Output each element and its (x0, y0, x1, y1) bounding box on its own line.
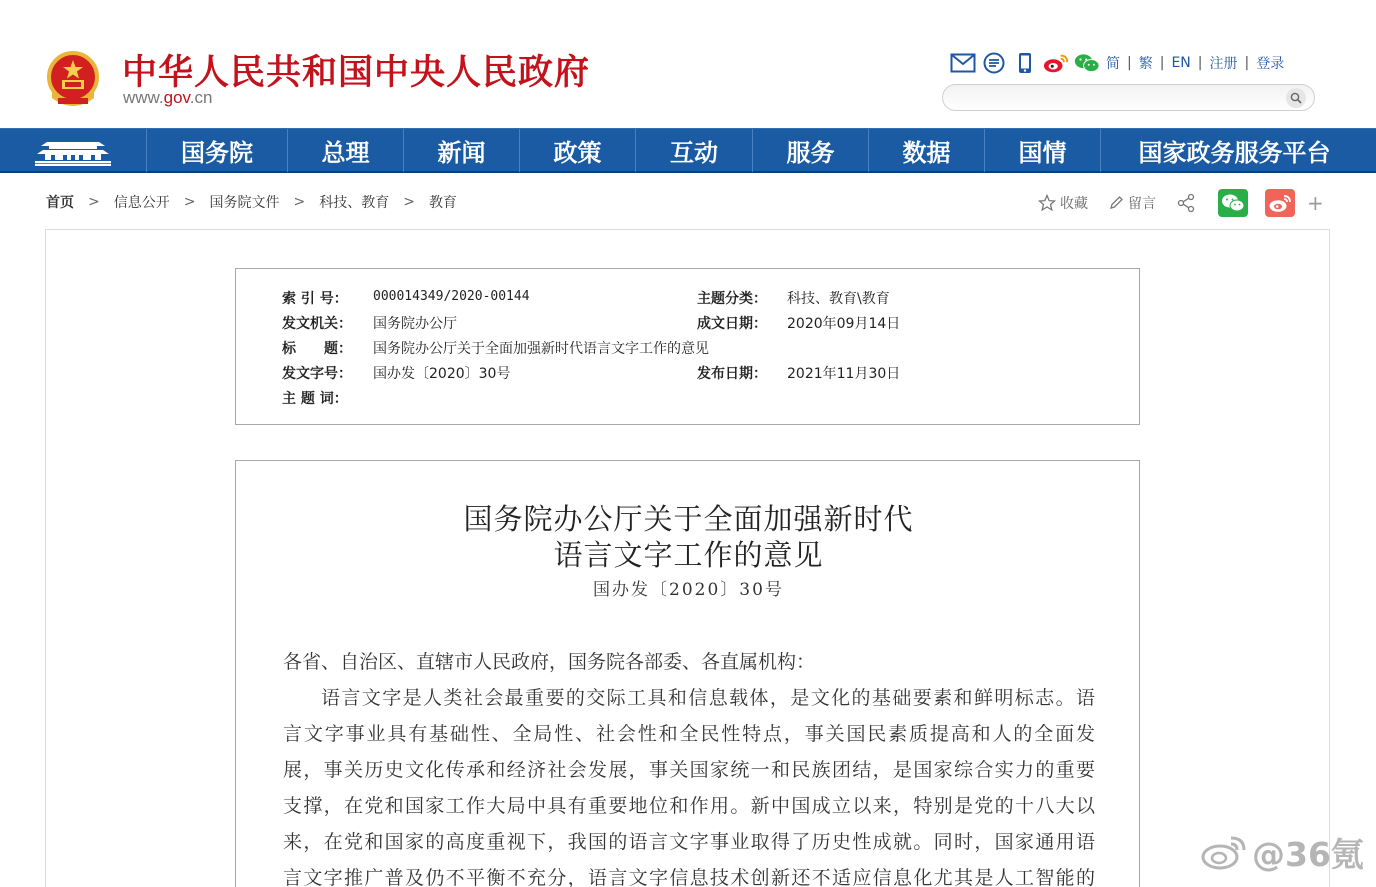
mobile-icon[interactable] (1012, 51, 1038, 75)
keywords-label: 主 题 词： (282, 391, 348, 407)
separator: | (1127, 55, 1132, 71)
published-date-label: 发布日期： (697, 366, 767, 382)
wechat-share-button[interactable] (1218, 189, 1248, 217)
star-icon (1038, 194, 1056, 212)
favorite-label: 收藏 (1060, 196, 1088, 212)
topic-label: 主题分类： (697, 291, 767, 307)
share-icon (1176, 193, 1196, 213)
chevron-right-icon: > (403, 194, 415, 210)
separator: | (1244, 55, 1250, 71)
comment-button[interactable] (1108, 193, 1156, 213)
main-nav (0, 128, 1376, 173)
chevron-right-icon: > (88, 194, 100, 210)
nav-item-services[interactable]: 服务 (752, 129, 868, 172)
watermark-text: @36氪 (1252, 834, 1364, 874)
tiananmen-icon (33, 134, 113, 168)
created-date-label: 成文日期： (697, 316, 767, 332)
doc-number-label: 发文字号： (282, 366, 352, 382)
site-header (0, 0, 1376, 128)
nav-item-gov-service-platform[interactable]: 国家政务服务平台 (1100, 129, 1368, 172)
watermark (1200, 830, 1364, 874)
breadcrumb-education[interactable]: 教育 (428, 195, 457, 211)
salutation: 各省、自治区、直辖市人民政府，国务院各部委、各直属机构： (283, 651, 816, 673)
nav-item-premier[interactable]: 总理 (287, 129, 403, 172)
document-body (235, 460, 1140, 887)
created-date-value: 2020年09月14日 (787, 316, 901, 332)
share-toolbar (1038, 188, 1324, 218)
breadcrumb (46, 192, 457, 212)
favorite-button[interactable] (1038, 193, 1088, 213)
breadcrumb-science-education[interactable]: 科技、教育 (319, 195, 390, 211)
search-input[interactable] (953, 87, 1283, 108)
document-number: 国办发〔2020〕30号 (593, 580, 784, 600)
register-link[interactable]: 注册 (1209, 56, 1238, 72)
lang-traditional-link[interactable]: 繁 (1138, 56, 1153, 72)
site-title[interactable]: 中华人民共和国中央人民政府 (122, 53, 591, 93)
paragraph-line: 来，在党和国家的高度重视下，我国的语言文字事业取得了历史性成就。同时，国家通用语 (283, 831, 1095, 853)
breadcrumb-home[interactable]: 首页 (46, 195, 74, 211)
document-title-line-1: 国务院办公厅关于全面加强新时代 (463, 502, 914, 536)
title-label: 标 题： (282, 341, 352, 357)
nav-item-data[interactable]: 数据 (868, 129, 984, 172)
issuer-value: 国务院办公厅 (373, 316, 457, 332)
more-share-button[interactable] (1307, 191, 1324, 215)
wechat-icon (1221, 193, 1245, 213)
weibo-share-button[interactable] (1265, 189, 1295, 217)
paragraph-line: 语言文字是人类社会最重要的交际工具和信息载体，是文化的基础要素和鲜明标志。语 (321, 687, 1095, 709)
search-icon (1290, 92, 1302, 104)
weibo-icon (1268, 193, 1292, 213)
lang-english-link[interactable]: EN (1171, 55, 1191, 71)
paragraph-line: 言文字事业具有基础性、全局性、社会性和全民性特点，事关国民素质提高和人的全面发 (283, 723, 1095, 745)
nav-item-policy[interactable]: 政策 (519, 129, 635, 172)
mail-icon[interactable] (950, 51, 976, 75)
search-box (942, 84, 1315, 111)
nav-item-interaction[interactable]: 互动 (635, 129, 752, 172)
nav-item-state-council[interactable]: 国务院 (146, 129, 287, 172)
document-title-line-2: 语言文字工作的意见 (553, 538, 824, 572)
wechat-icon[interactable] (1074, 51, 1100, 75)
separator: | (1159, 55, 1165, 71)
nav-home-button[interactable] (0, 129, 146, 172)
url-prefix: www. (123, 88, 164, 107)
national-emblem-icon[interactable] (44, 50, 102, 108)
index-label: 索 引 号： (282, 291, 348, 307)
chevron-right-icon: > (183, 194, 196, 210)
index-value: 000014349/2020-00144 (373, 289, 530, 304)
message-icon[interactable] (981, 51, 1007, 75)
published-date-value: 2021年11月30日 (787, 366, 901, 382)
nav-item-national-info[interactable]: 国情 (984, 129, 1100, 172)
search-button[interactable] (1286, 88, 1306, 108)
chevron-right-icon: > (293, 194, 306, 210)
weibo-watermark-icon (1200, 833, 1248, 871)
site-url[interactable] (123, 88, 212, 108)
paragraph-line: 支撑，在党和国家工作大局中具有重要地位和作用。新中国成立以来，特别是党的十八大以 (283, 795, 1095, 817)
lang-simplified-link[interactable]: 简 (1106, 56, 1120, 72)
login-link[interactable]: 登录 (1256, 56, 1285, 72)
breadcrumb-info-disclosure[interactable]: 信息公开 (113, 195, 170, 211)
breadcrumb-state-council-docs[interactable]: 国务院文件 (209, 195, 280, 211)
issuer-label: 发文机关： (282, 316, 352, 332)
separator: | (1197, 55, 1203, 71)
comment-label: 留言 (1128, 196, 1156, 212)
plus-icon: + (1307, 191, 1324, 215)
paragraph-line: 言文字推广普及仍不平衡不充分，语言文字信息技术创新还不适应信息化尤其是人工智能的 (283, 867, 1095, 887)
weibo-icon[interactable] (1043, 51, 1069, 75)
paragraph-line: 展，事关历史文化传承和经济社会发展，事关国家统一和民族团结，是国家综合实力的重要 (283, 759, 1095, 781)
top-tools (950, 51, 1284, 75)
document-metadata (235, 268, 1140, 425)
url-suffix: .cn (189, 88, 213, 107)
nav-item-news[interactable]: 新闻 (403, 129, 519, 172)
url-gov: gov (163, 88, 190, 107)
pencil-icon (1108, 195, 1124, 211)
topic-value: 科技、教育\教育 (787, 291, 890, 307)
title-value: 国务院办公厅关于全面加强新时代语言文字工作的意见 (373, 341, 709, 357)
share-button[interactable] (1176, 193, 1200, 213)
doc-number-value: 国办发〔2020〕30号 (373, 366, 511, 382)
